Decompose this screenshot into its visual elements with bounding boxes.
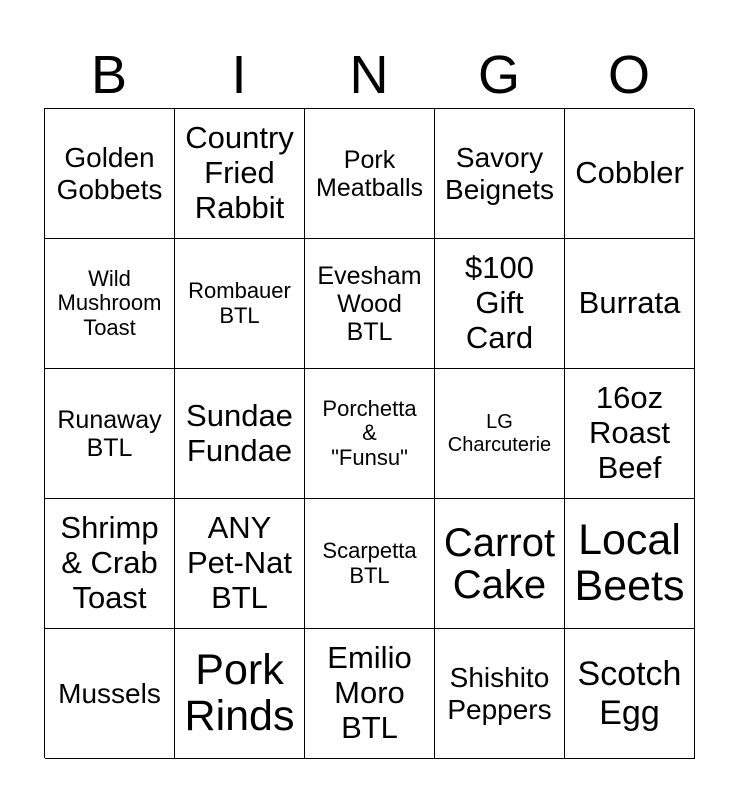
bingo-cell-r5-c3[interactable] <box>305 629 435 759</box>
cell-label: ANY Pet-Nat BTL <box>186 510 293 615</box>
bingo-cell-r4-c3[interactable] <box>305 499 435 629</box>
header-letter-o: O <box>607 45 650 105</box>
bingo-cell-r2-c2[interactable] <box>175 239 305 369</box>
cell-label: Emilio Moro BTL <box>327 640 412 745</box>
cell-label: Porchetta & "Funsu" <box>322 395 417 470</box>
cell-label: Country Fried Rabbit <box>185 120 294 225</box>
bingo-cell-r1-c4[interactable] <box>435 109 565 239</box>
cell-label: Pork Rinds <box>184 646 295 740</box>
bingo-grid <box>44 108 694 758</box>
cell-label: Evesham Wood BTL <box>317 261 422 346</box>
cell-label: Scarpetta BTL <box>322 537 417 588</box>
bingo-cell-r4-c2[interactable] <box>175 499 305 629</box>
bingo-header <box>44 40 694 110</box>
header-letter-b: B <box>90 45 128 105</box>
bingo-cell-r3-c1[interactable] <box>45 369 175 499</box>
bingo-cell-r4-c1[interactable] <box>45 499 175 629</box>
bingo-cell-r1-c1[interactable] <box>45 109 175 239</box>
cell-label: Mussels <box>58 677 161 709</box>
bingo-cell-r3-c2[interactable] <box>175 369 305 499</box>
header-letter-i: I <box>231 45 247 105</box>
bingo-cell-r4-c4[interactable] <box>435 499 565 629</box>
bingo-cell-r5-c5[interactable] <box>565 629 695 759</box>
bingo-cell-r2-c5[interactable] <box>565 239 695 369</box>
cell-label: Savory Beignets <box>445 142 554 205</box>
cell-label: Local Beets <box>574 516 685 610</box>
cell-label: Pork Meatballs <box>316 145 423 202</box>
bingo-cell-r1-c3[interactable] <box>305 109 435 239</box>
cell-label: Shrimp & Crab Toast <box>60 510 159 615</box>
cell-label: $100 Gift Card <box>465 250 534 355</box>
cell-label: Rombauer BTL <box>188 277 291 328</box>
bingo-cell-r3-c4[interactable] <box>435 369 565 499</box>
bingo-cell-r1-c5[interactable] <box>565 109 695 239</box>
header-letter-n: N <box>349 45 389 105</box>
cell-label: Carrot Cake <box>443 520 556 607</box>
bingo-cell-r5-c1[interactable] <box>45 629 175 759</box>
cell-label: Runaway BTL <box>57 405 162 462</box>
bingo-cell-r2-c1[interactable] <box>45 239 175 369</box>
bingo-cell-r2-c4[interactable] <box>435 239 565 369</box>
bingo-cell-r5-c2[interactable] <box>175 629 305 759</box>
bingo-cell-r2-c3[interactable] <box>305 239 435 369</box>
header-letter-g: G <box>477 45 520 105</box>
cell-label: Scotch Egg <box>577 655 682 732</box>
cell-label: Golden Gobbets <box>56 142 163 205</box>
bingo-cell-r1-c2[interactable] <box>175 109 305 239</box>
cell-label: Cobbler <box>575 155 684 191</box>
bingo-cell-r4-c5[interactable] <box>565 499 695 629</box>
cell-label: Sundae Fundae <box>186 397 293 468</box>
cell-label: 16oz Roast Beef <box>589 380 670 485</box>
cell-label: LG Charcuterie <box>447 411 552 456</box>
cell-label: Shishito Peppers <box>447 662 552 725</box>
cell-label: Burrata <box>578 285 681 321</box>
cell-label: Wild Mushroom Toast <box>57 265 162 340</box>
bingo-cell-r3-c5[interactable] <box>565 369 695 499</box>
bingo-cell-r3-c3[interactable] <box>305 369 435 499</box>
bingo-cell-r5-c4[interactable] <box>435 629 565 759</box>
